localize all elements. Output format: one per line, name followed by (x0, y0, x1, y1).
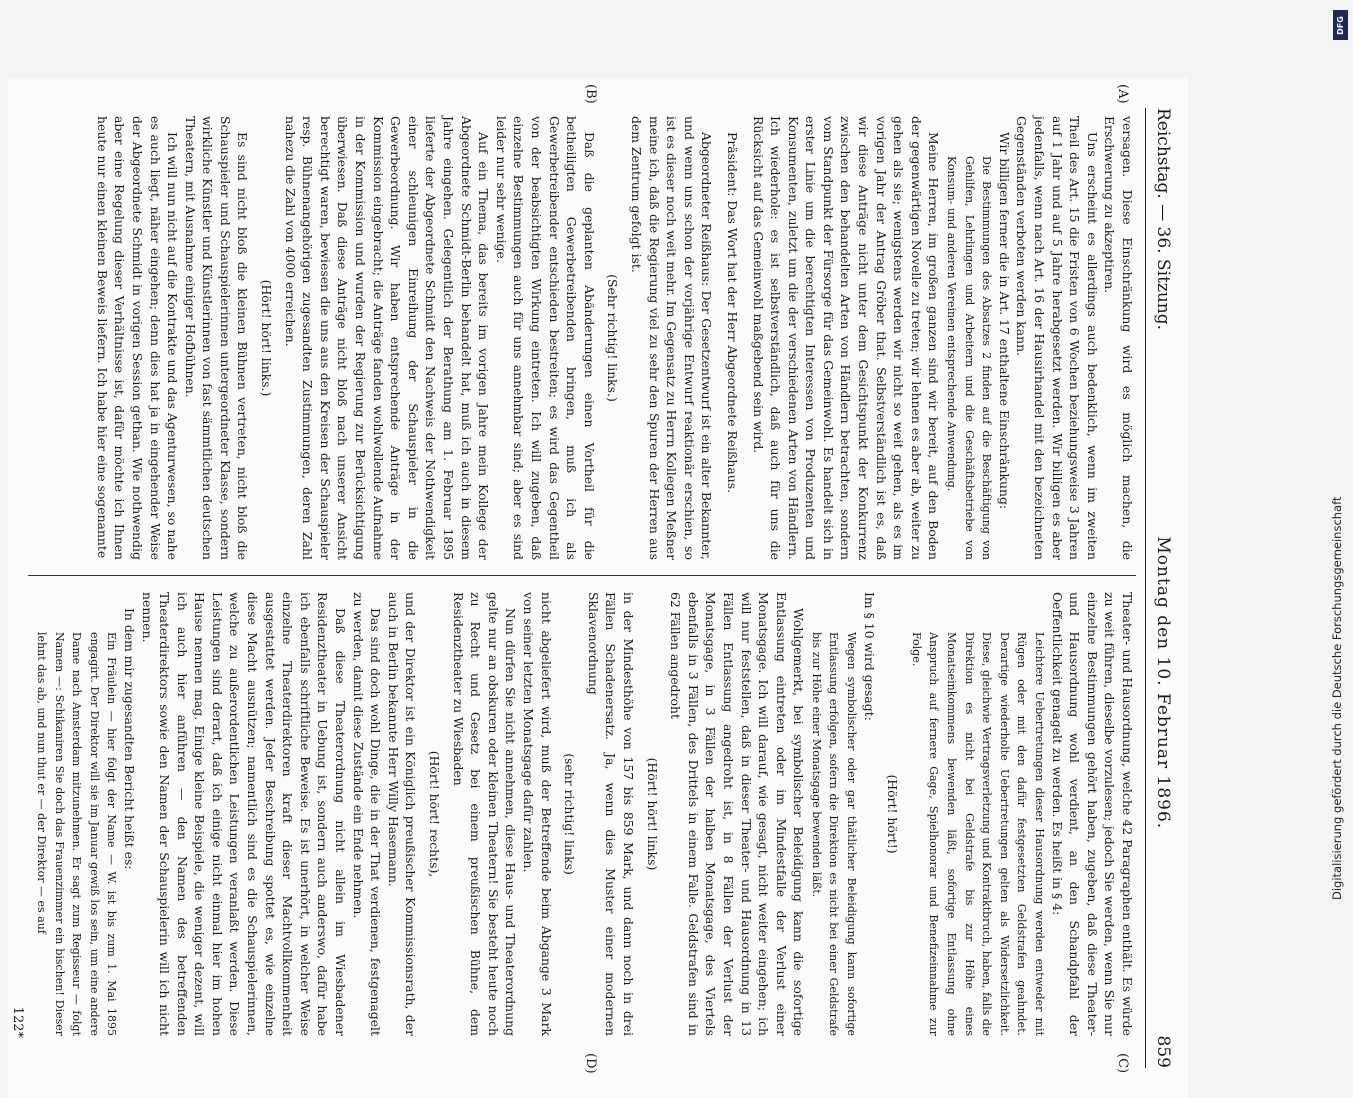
paragraph: Im § 10 wird gesagt: (861, 592, 877, 721)
paragraph: In dem mir zugesandten Bericht heißt es: (121, 608, 137, 870)
paragraph: Es sind nicht bloß die kleinen Bühnen vertreten, nicht bloß die Schauspieler und Schauspielerinnen untergeordneter Klasse, sondern wirkliche Künstler und Künstlerinnen von fast sämmtlichen deutschen Theatern, mit Ausnahme einiger Hofbühnen. (182, 116, 251, 560)
quoted-paragraph: Leichtere Uebertretungen dieser Hausordnung werden entweder mit Rügen oder mit den dafür festgesetzten Geldstrafen geahndet. Derartige wiederholte Uebertretungen gelten als Widersetzlichkeit. Diese, gleichwie Vertragsverletzung und Kontraktbruch, haben, falls die Direktion es nicht bei Geldstrafe bis zur Höhe eines Monatseinkommens bewenden läßt, sofortige Entlassung ohne Anspruch auf fernere Gage, Spielhonorar und Benefizeinnahme zur Folge. (909, 632, 1047, 1036)
paragraph: Ich will nun nicht auf die Kontrakte und das Agenturwesen, so nahe es auch liegt, näher eingehen; denn dies hat ja in eingehender Weise der Abgeordnete Schmidt in vorigen Session gethan. Wie nothwendig aber eine Regelung dieser Verhältnisse ist, dafür möchte ich Ihnen heute nur einen kleinen Beweis liefern. Ich habe hier eine sogenannte (94, 116, 181, 560)
scanned-page (8, 78, 1188, 1098)
paragraph: Daß die geplanten Abänderungen einen Vortheil für die betheiligten Gewerbetreibenden bringen, muß ich als Gewerbetreibender entschieden bestreiten; es wird das Gegentheil von der beabsichtigten Wirkung eintreten. Ich will zugeben, daß einzelne Bestimmungen auch für uns annehmbar sind; aber es sind leider nur sehr wenige. (493, 116, 597, 560)
header-date: Montag den 10. Februar 1896. (1153, 536, 1173, 830)
page-number: 859 (1153, 1035, 1173, 1068)
paragraph: Nun dürfen Sie nicht annehmen, diese Haus- und Theaterordnung gelte nur an obskuren oder kleinen Theatern! Sie besteht heute noch zu Recht und Gesetz bei einem preußischen Bühne, dem Residenztheater zu Wiesbaden (450, 592, 519, 1036)
quoted-paragraph: Ein Fräulein — hier folgt der Name — W. ist bis zum 1. Mai 1895 engagirt. Der Direktor will sie im Januar gewiß los sein, um eine andere Dame nach Amsterdam mitzunehmen. Er sagt zum Regisseur — folgt Namen —: Schikaniren Sie doch das Frauenzimmer ein bischen! Dieser lehnt das ab, und nun thut er — der Direktor — es auf (34, 632, 119, 1036)
speaker-paragraph: Präsident: Das Wort hat der Herr Abgeordnete Reißhaus. (724, 132, 740, 494)
speaker-paragraph: Abgeordneter Reißhaus: Der Gesetzentwurf ist ein alter Bekannter, und wenn uns schon der vorjährige Entwurf reaktionär erschien, so ist es dieser noch weit mehr. Im Gegensatz zu Herrn Kollegen Meßner meine ich, daß die Regierung viel zu sehr den Spuren der Herren aus dem Zentrum gefolgt ist. (628, 116, 715, 560)
interjection: (Hört! hört! rechts), (427, 750, 443, 878)
signature-mark: 122* (10, 1006, 25, 1038)
paragraph: Wir billigen ferner die in Art. 17 enthaltene Einschränkung: (996, 132, 1012, 510)
margin-letter-b: (B) (583, 84, 598, 104)
right-text-column (28, 592, 1136, 1036)
paragraph: in der Mindesthöhe von 157 bis 859 Mark, und dann noch in drei Fällen Schadenersatz. Ja, wenn dies Muster einer modernen Sklavenordnung (585, 592, 636, 1036)
paragraph: Theater- und Hausordnung, welche 42 Paragraphen enthält. Es würde zu weit führen, dieselbe vorzulesen; jedoch Sie werden, wenn Sie nur einzelne Bestimmungen gehört haben, zugeben, daß diese Theater- und Hausordnung wohl verdient, an den Schandpfahl der Oeffentlichkeit genagelt zu werden. Es heißt in § 4: (1049, 592, 1135, 1036)
dfg-logo: DFG (1333, 10, 1348, 40)
interjection: (Hört! hört! links.) (259, 279, 275, 397)
margin-letter-a: (A) (1115, 84, 1130, 104)
interjection: (Hört! hört!) (885, 774, 901, 854)
page-header (1145, 108, 1180, 1068)
paragraph: Wohlgemerkt, bei symbolischer Beleidigung kann die sofortige Entlassung eintreten oder im Mindestfalle der Verlust einer Monatsgage. Ich will darauf, wie gesagt, nicht weiter eingehen; ich will nur feststellen, daß in dieser Theater- und Hausordnung in 13 Fällen Entlassung angedroht ist, in 8 Fällen der Verlust der Monatsgage, in 3 Fällen der halben Monatsgage, des Viertels ebenfalls in 3 Fällen, des Drittels in einem Falle. Geldstrafen sind in 62 Fällen angedroht (668, 592, 807, 1036)
interjection: (sehr richtig! links) (562, 753, 578, 875)
paragraph: Daß diese Theaterordnung nicht allein im Wiesbadener Residenztheater in Uebung ist, sondern auch anderswo, dafür habe ich ebenfalls schriftliche Beweise. Es ist unerhört, in welcher Weise einzelne Theaterdirektoren kraft dieser Machtvollkommenheit ausgestattet werden. Jeder Beschreibung spottet es, wie einzelne diese Macht ausnützen; namentlich sind es die Schauspielerinnen, welche zu außerordentlichen Leistungen veranlaßt werden. Diese Leistungen sind derart, daß ich einige nicht einmal hier im hohen Hause nennen mag. Einige kleine Beispiele, die weniger dezent, will ich auch hier anführen — den Namen des betreffenden Theaterdirektors sowie den Namen der Schauspielerin will ich nicht nennen. (139, 592, 349, 1036)
header-left-title: Reichstag. — 36. Sitzung. (1153, 108, 1173, 331)
interjection: (Sehr richtig! links.) (605, 274, 621, 402)
paragraph: Meine Herren, im großen ganzen sind wir bereit, auf den Boden der gegenwärtigen Novelle zu treten; wir lehnen es aber ab, weiter zu gehen als sie; wenigstens werden wir nicht so weit gehen, als es im vorigen Jahr der Antrag Gröber that. Selbstverständlich ist es, daß wir diese Anträge nicht unter dem Gesichtspunkt der Konkurrenz zwischen den behandelten Arten von Händlern betrachten, sondern vom Standpunkt der Fürsorge für das Gemeinwohl. Es handelt sich in erster Linie um die berechtigten Interessen von Produzenten und Konsumenten, zuletzt um die der verschiedenen Arten von Händlern. Ich wiederhole: es ist selbstverständlich, daß auch für uns die Rücksicht auf das Gemeinwohl maßgebend sein wird. (750, 116, 942, 560)
left-text-column (28, 116, 1136, 560)
margin-letter-d: (D) (583, 1053, 598, 1074)
quoted-paragraph: Die Bestimmungen des Absatzes 2 finden auf die Beschäftigung von Gehilfen, Lehrlingen und Arbeitern und die Geschäftsbetriebe von Konsum- und anderen Vereinen entsprechende Anwendung. (945, 156, 994, 560)
paragraph: nicht abgeliefert wird, muß der Betreffende beim Abgange 3 Mark von seiner letzten Monatsgage dafür zahlen. (521, 592, 554, 1036)
digitization-credit: Digitalisierung gefördert durch die Deutsche Forschungsgemeinschaft (1330, 496, 1344, 900)
paragraph: und der Direktor ist ein Königlich preußischer Kommissionsrath, der auch in Berlin bekannte Herr Willy Hasemann. (385, 592, 419, 1036)
column-divider (28, 575, 1136, 576)
quoted-paragraph: Wegen symbolischer oder gar thätlicher Beleidigung kann sofortige Entlassung erfolgen, sofern die Direktion es nicht bei einer Geldstrafe bis zur Höhe einer Monatsgage bewenden läßt. (809, 632, 859, 1036)
paragraph: Uns erscheint es allerdings auch bedenklich, wenn im zweiten Theil des Art. 15 die Fristen von 6 Wochen beziehungsweise 3 Jahren auf 1 Jahr und auf 5 Jahre herabgesetzt werden. Wir billigen es aber jedenfalls, wenn nach Art. 16 der Hausirhandel mit den bezeichneten Gegenständen verboten werden kann. (1014, 116, 1100, 560)
interjection: (Hört! hört! links) (644, 757, 660, 871)
margin-letter-c: (C) (1115, 1053, 1130, 1074)
paragraph: Das sind doch wohl Dinge, die in der That verdienen, festgenagelt zu werden, damit diese Zustände ein Ende nehmen. (350, 592, 384, 1036)
paragraph: versagen. Diese Einschränkung wird es möglich machen, die Erschwerung zu akzeptiren. (1102, 116, 1135, 560)
paragraph: Auf ein Thema, das bereits im vorigen Jahre mein Kollege der Abgeordnete Schmidt-Berlin behandelt hat, muß ich auch in diesem Jahre eingehen. Gelegentlich der Berathung am 1. Februar 1895 lieferte der Abgeordnete Schmidt den Nachweis der Nothwendigkeit einer schleunigen Einreihung der Schauspieler in die Gewerbeordnung. Wir haben entsprechende Anträge in der Kommission eingebracht; die Anträge fanden wohlwollende Aufnahme in der Kommission und wurden der Regierung zur Berücksichtigung überwiesen. Daß diese Anträge nicht bloß nach unserer Ansicht berechtigt waren, bewiesen die uns aus den Kreisen der Schauspieler resp. Bühnenangehörigen zugesandten Zustimmungen, deren Zahl nahezu die Zahl von 4000 erreichen. (282, 116, 492, 560)
